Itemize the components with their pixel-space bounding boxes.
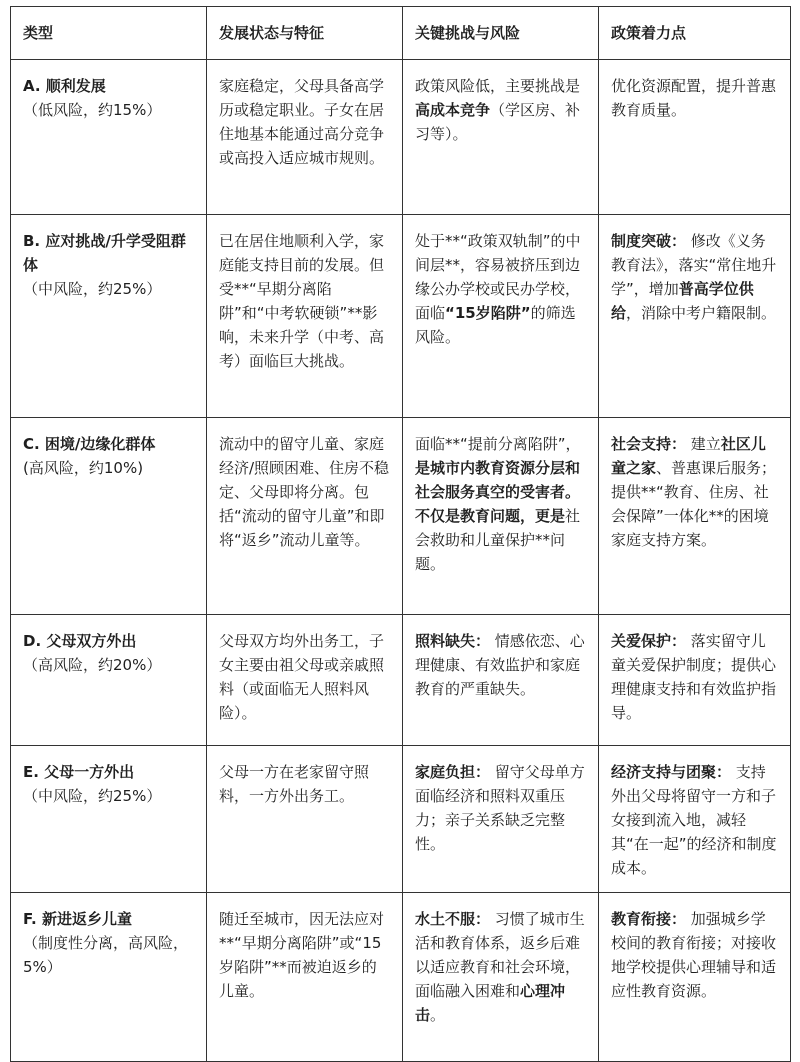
table-row — [11, 418, 791, 615]
policy-cell — [599, 893, 791, 1062]
status-cell: 随迁至城市，因无法应对**“早期分离陷阱”或“15岁陷阱”**而被迫返乡的儿童。 — [207, 893, 403, 1062]
challenge-emphasis: 心理冲击 — [415, 982, 566, 1024]
type-title: B. 应对挑战/升学受阻群体 — [23, 232, 186, 274]
policy-emphasis: 普高学位供给 — [611, 280, 754, 322]
type-title: A. 顺利发展 — [23, 77, 106, 95]
policy-text-end: 、普惠课后服务；提供**“教育、住房、社会保障”一体化**的困境家庭支持方案。 — [611, 459, 777, 549]
policy-text-end: ，消除中考户籍限制。 — [626, 304, 777, 322]
status-cell: 已在居住地顺利入学，家庭能支持目前的发展。但受**“早期分离陷阱”和“中考软硬锁”**影响，未来升学（中考、高考）面临巨大挑战。 — [207, 215, 403, 418]
table-row — [11, 215, 791, 418]
challenge-emphasis: 高成本竞争 — [415, 101, 491, 119]
policy-lead: 经济支持与团聚： — [611, 763, 732, 781]
challenge-cell — [403, 418, 599, 615]
challenge-cell — [403, 746, 599, 893]
policy-text: 加强城乡学校间的教育衔接；对接收地学校提供心理辅导和适应性教育资源。 — [611, 910, 777, 1000]
challenge-cell — [403, 215, 599, 418]
challenge-text-end: 。 — [430, 1006, 446, 1024]
challenge-text: 习惯了城市生活和教育体系，返乡后难以适应教育和社会环境，面临融入困难和 — [415, 910, 585, 1000]
challenge-text: 政策风险低，主要挑战是 — [415, 77, 581, 95]
challenge-text: 面临**“提前分离陷阱”， — [415, 435, 581, 453]
policy-cell — [599, 746, 791, 893]
type-cell — [11, 893, 207, 1062]
challenge-text: 处于**“政策双轨制”的中间层**，容易被挤压到边缘公办学校或民办学校，面临 — [415, 232, 581, 322]
challenge-lead: 水土不服： — [415, 910, 491, 928]
challenge-text-end: 的筛选风险。 — [415, 304, 576, 346]
challenge-lead: 照料缺失： — [415, 632, 491, 650]
type-cell — [11, 418, 207, 615]
type-title: C. 困境/边缘化群体 — [23, 435, 156, 453]
challenge-text: 情感依恋、心理健康、有效监护和家庭教育的严重缺失。 — [415, 632, 585, 698]
header-policy: 政策着力点 — [599, 7, 791, 60]
challenge-text-end: （学区房、补习等）。 — [415, 101, 581, 143]
type-risk: （中风险，约25%） — [23, 787, 162, 805]
type-risk: （制度性分离，高风险，5%） — [23, 934, 189, 976]
policy-text: 建立 — [690, 435, 721, 453]
header-type: 类型 — [11, 7, 207, 60]
type-cell — [11, 615, 207, 746]
type-risk: （中风险，约25%） — [23, 280, 162, 298]
table-header-row — [11, 7, 791, 60]
policy-table — [10, 6, 791, 1062]
policy-text: 落实留守儿童关爱保护制度；提供心理健康支持和有效监护指导。 — [611, 632, 777, 722]
policy-lead: 社会支持： — [611, 435, 687, 453]
challenge-cell — [403, 60, 599, 215]
type-risk: （低风险，约15%） — [23, 101, 162, 119]
challenge-emphasis: “15岁陷阱” — [445, 304, 531, 322]
challenge-cell — [403, 893, 599, 1062]
policy-cell — [599, 60, 791, 215]
policy-cell — [599, 418, 791, 615]
policy-cell — [599, 615, 791, 746]
challenge-lead: 家庭负担： — [415, 763, 491, 781]
type-title: D. 父母双方外出 — [23, 632, 137, 650]
table-row — [11, 615, 791, 746]
type-risk: （高风险，约20%） — [23, 656, 162, 674]
status-cell: 流动中的留守儿童、家庭经济/照顾困难、住房不稳定、父母即将分离。包括“流动的留守儿童”和即将“返乡”流动儿童等。 — [207, 418, 403, 615]
table-row — [11, 60, 791, 215]
policy-emphasis: 社区儿童之家 — [611, 435, 766, 477]
policy-lead: 关爱保护： — [611, 632, 687, 650]
policy-lead: 制度突破： — [611, 232, 687, 250]
type-cell — [11, 60, 207, 215]
policy-text: 支持外出父母将留守一方和子女接到流入地，减轻其“在一起”的经济和制度成本。 — [611, 763, 777, 877]
type-title: E. 父母一方外出 — [23, 763, 135, 781]
policy-text: 修改《义务教育法》，落实“常住地升学”，增加 — [611, 232, 777, 298]
header-status: 发展状态与特征 — [207, 7, 403, 60]
status-cell: 父母一方在老家留守照料，一方外出务工。 — [207, 746, 403, 893]
table-row — [11, 893, 791, 1062]
type-cell — [11, 746, 207, 893]
challenge-emphasis: 是城市内教育资源分层和社会服务真空的受害者。不仅是教育问题，更是 — [415, 459, 581, 525]
type-title: F. 新进返乡儿童 — [23, 910, 132, 928]
type-cell — [11, 215, 207, 418]
policy-cell — [599, 215, 791, 418]
header-challenge: 关键挑战与风险 — [403, 7, 599, 60]
type-risk: (高风险，约10%) — [23, 459, 144, 477]
challenge-text: 留守父母单方面临经济和照料双重压力；亲子关系缺乏完整性。 — [415, 763, 585, 853]
challenge-text-end: 社会救助和儿童保护**问题。 — [415, 507, 581, 573]
policy-text: 优化资源配置，提升普惠教育质量。 — [611, 77, 777, 119]
status-cell: 父母双方均外出务工，子女主要由祖父母或亲戚照料（或面临无人照料风险）。 — [207, 615, 403, 746]
status-cell: 家庭稳定，父母具备高学历或稳定职业。子女在居住地基本能通过高分竞争或高投入适应城市规则。 — [207, 60, 403, 215]
table-row — [11, 746, 791, 893]
challenge-cell — [403, 615, 599, 746]
policy-lead: 教育衔接： — [611, 910, 687, 928]
